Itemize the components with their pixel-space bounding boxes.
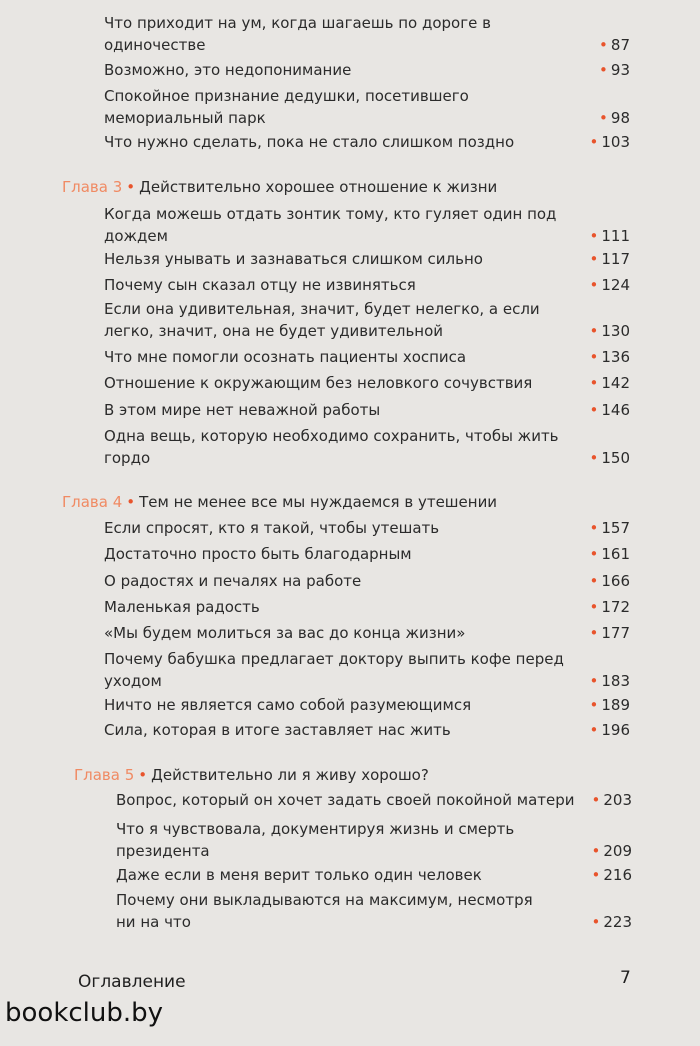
chapter-label: Глава 4 (62, 493, 123, 511)
toc-entry-page (590, 248, 631, 270)
toc-entry-page-number: 124 (601, 276, 630, 294)
toc-entry-title: Отношение к окружающим без неловкого сочувствия (104, 374, 533, 392)
toc-entry-page (590, 274, 631, 296)
toc-entry[interactable] (104, 694, 630, 716)
toc-entry-page-number: 150 (601, 449, 630, 467)
bullet-dot-icon: • (589, 624, 599, 642)
bullet-dot-icon: • (599, 36, 608, 54)
chapter-title: Действительно ли я живу хорошо? (151, 766, 429, 784)
toc-entry[interactable] (116, 818, 632, 862)
page-number: 7 (620, 968, 631, 988)
bullet-dot-icon: • (138, 766, 148, 784)
bullet-dot-icon: • (599, 61, 608, 79)
bullet-dot-icon: • (589, 672, 599, 690)
toc-entry-page (590, 372, 631, 394)
toc-entry-page (599, 59, 630, 81)
toc-entry-title: Когда можешь отдать зонтик тому, кто гуляет один под дождем (104, 205, 557, 245)
bullet-dot-icon: • (589, 322, 599, 340)
toc-entry[interactable] (104, 517, 630, 539)
toc-entry[interactable] (116, 889, 632, 933)
bullet-dot-icon: • (591, 866, 601, 884)
toc-entry[interactable] (104, 346, 630, 368)
toc-entry-page-number: 216 (603, 866, 632, 884)
footer-section-title: Оглавление (78, 972, 186, 992)
chapter-label: Глава 5 (74, 766, 135, 784)
toc-entry[interactable] (104, 372, 630, 394)
toc-entry-page (590, 399, 631, 421)
toc-entry-title: О радостях и печалях на работе (104, 572, 362, 590)
toc-entry-title: Почему сын сказал отцу не извиняться (104, 276, 416, 294)
toc-entry[interactable] (104, 399, 630, 421)
bullet-dot-icon: • (589, 519, 599, 537)
watermark: bookclub.by (5, 998, 164, 1028)
toc-entry[interactable] (104, 59, 630, 81)
toc-entry-page (590, 346, 631, 368)
bullet-dot-icon: • (589, 348, 599, 366)
toc-entry-page (590, 670, 631, 692)
toc-entry[interactable] (104, 543, 630, 565)
toc-entry[interactable] (104, 248, 630, 270)
bullet-dot-icon: • (589, 572, 599, 590)
toc-entry-page-number: 117 (601, 250, 630, 268)
toc-entry-page-number: 146 (601, 401, 630, 419)
toc-entry-page (592, 864, 633, 886)
toc-entry[interactable] (104, 570, 630, 592)
toc-entry-page-number: 111 (601, 227, 630, 245)
toc-entry[interactable] (104, 719, 630, 741)
toc-entry-page (590, 517, 631, 539)
toc-entry-title: Почему они выкладываются на максимум, несмотря ни на что (116, 891, 533, 931)
toc-entry-title: Достаточно просто быть благодарным (104, 545, 412, 563)
toc-entry-title: Спокойное признание дедушки, посетившего мемориальный парк (104, 87, 469, 127)
bullet-dot-icon: • (126, 178, 136, 196)
toc-entry-title: Возможно, это недопонимание (104, 61, 352, 79)
toc-entry-page (590, 622, 631, 644)
toc-entry-page (590, 543, 631, 565)
toc-entry-title: Маленькая радость (104, 598, 260, 616)
toc-entry-page (592, 840, 633, 862)
bullet-dot-icon: • (589, 401, 599, 419)
toc-entry-title: Нельзя унывать и зазнаваться слишком сильно (104, 250, 483, 268)
toc-entry-page (590, 131, 631, 153)
toc-entry[interactable] (104, 131, 630, 153)
chapter-title: Тем не менее все мы нуждаемся в утешении (139, 493, 498, 511)
toc-entry[interactable] (116, 864, 632, 886)
chapter-label: Глава 3 (62, 178, 123, 196)
toc-entry-page (590, 320, 631, 342)
toc-entry-page (592, 789, 633, 811)
toc-entry-page (590, 225, 631, 247)
toc-entry-page (590, 596, 631, 618)
toc-entry-page-number: 183 (601, 672, 630, 690)
toc-entry-title: В этом мире нет неважной работы (104, 401, 381, 419)
toc-entry-page (590, 719, 631, 741)
toc-entry-page-number: 161 (601, 545, 630, 563)
bullet-dot-icon: • (589, 250, 599, 268)
bullet-dot-icon: • (589, 449, 599, 467)
chapter-heading[interactable] (62, 492, 497, 512)
toc-entry-page-number: 223 (603, 913, 632, 931)
toc-entry-page-number: 93 (610, 61, 630, 79)
toc-entry-page-number: 130 (601, 322, 630, 340)
toc-entry[interactable] (104, 274, 630, 296)
bullet-dot-icon: • (589, 598, 599, 616)
bullet-dot-icon: • (591, 842, 601, 860)
toc-entry-page-number: 189 (601, 696, 630, 714)
toc-entry-page (590, 447, 631, 469)
toc-entry-title: Что мне помогли осознать пациенты хосписа (104, 348, 467, 366)
toc-entry[interactable] (104, 298, 630, 342)
chapter-heading[interactable] (74, 765, 429, 785)
toc-entry-page-number: 203 (603, 791, 632, 809)
toc-entry-title: Что нужно сделать, пока не стало слишком поздно (104, 133, 515, 151)
toc-entry-page-number: 209 (603, 842, 632, 860)
toc-entry-page (599, 34, 630, 56)
toc-entry-page (592, 911, 633, 933)
toc-entry-title: Сила, которая в итоге заставляет нас жить (104, 721, 451, 739)
toc-entry[interactable] (104, 425, 630, 469)
toc-entry-title: Что приходит на ум, когда шагаешь по дороге в одиночестве (104, 14, 491, 54)
toc-entry-page-number: 196 (601, 721, 630, 739)
bullet-dot-icon: • (599, 109, 608, 127)
toc-entry-title: Если спросят, кто я такой, чтобы утешать (104, 519, 440, 537)
bullet-dot-icon: • (589, 545, 599, 563)
chapter-title: Действительно хорошее отношение к жизни (139, 178, 498, 196)
toc-entry-page-number: 157 (601, 519, 630, 537)
bullet-dot-icon: • (589, 721, 599, 739)
bullet-dot-icon: • (591, 913, 601, 931)
toc-entry-page (590, 570, 631, 592)
toc-entry[interactable] (104, 648, 630, 692)
toc-entry-page (599, 107, 630, 129)
toc-entry[interactable] (104, 596, 630, 618)
bullet-dot-icon: • (589, 227, 599, 245)
toc-entry-page-number: 166 (601, 572, 630, 590)
bullet-dot-icon: • (589, 276, 599, 294)
toc-entry-page-number: 87 (610, 36, 630, 54)
toc-entry-page-number: 142 (601, 374, 630, 392)
toc-entry-title: Почему бабушка предлагает доктору выпить кофе перед уходом (104, 650, 564, 690)
toc-entry-title: Одна вещь, которую необходимо сохранить, чтобы жить гордо (104, 427, 559, 467)
bullet-dot-icon: • (591, 791, 601, 809)
toc-entry-title: Если она удивительная, значит, будет нелегко, а если легко, значит, она не будет удивительной (104, 300, 540, 340)
toc-entry-title: «Мы будем молиться за вас до конца жизни» (104, 624, 466, 642)
toc-entry-page-number: 103 (601, 133, 630, 151)
toc-entry-page (590, 694, 631, 716)
bullet-dot-icon: • (589, 133, 599, 151)
toc-entry-page-number: 136 (601, 348, 630, 366)
toc-entry[interactable] (104, 85, 630, 129)
toc-entry[interactable] (116, 789, 632, 811)
bullet-dot-icon: • (589, 374, 599, 392)
toc-entry-page-number: 177 (601, 624, 630, 642)
chapter-heading[interactable] (62, 177, 497, 197)
toc-entry[interactable] (104, 12, 630, 56)
toc-entry-title: Вопрос, который он хочет задать своей покойной матери (116, 791, 575, 809)
bullet-dot-icon: • (589, 696, 599, 714)
toc-entry-page-number: 98 (610, 109, 630, 127)
toc-entry[interactable] (104, 622, 630, 644)
toc-entry-page-number: 172 (601, 598, 630, 616)
toc-entry[interactable] (104, 203, 630, 247)
toc-entry-title: Даже если в меня верит только один человек (116, 866, 482, 884)
toc-entry-title: Что я чувствовала, документируя жизнь и смерть президента (116, 820, 515, 860)
bullet-dot-icon: • (126, 493, 136, 511)
toc-entry-title: Ничто не является само собой разумеющимся (104, 696, 472, 714)
